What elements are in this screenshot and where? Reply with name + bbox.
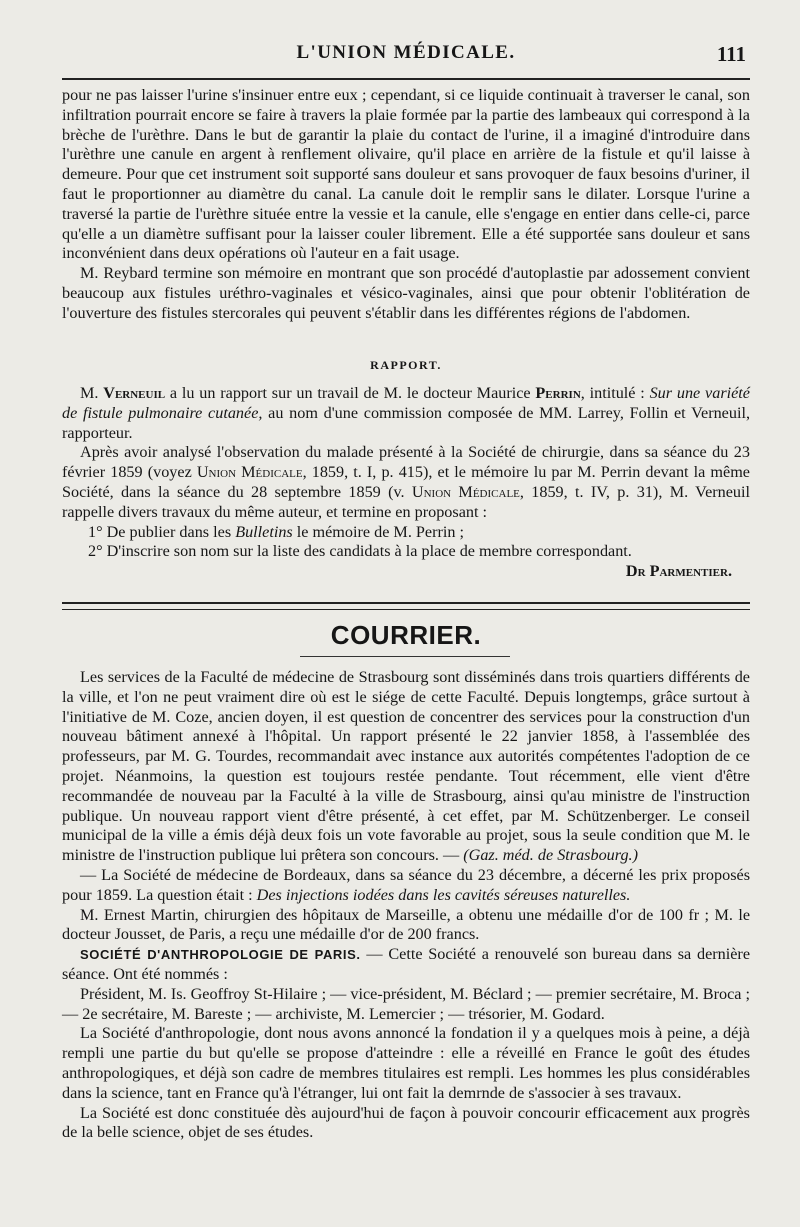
paragraph: [62, 866, 750, 906]
author-name: Verneuil: [103, 384, 166, 402]
paragraph: La Société d'anthropologie, dont nous avons annoncé la fondation il y a quelques mois à peine, a déjà rempli une partie du but qu'elle se propose d'atteindre : elle a réveillé en France le goût des études anthropologiques, et déjà son cadre de membres titulaires est rempli. Les hommes les plus considérables dans la science, tant en France qu'à l'étranger, lui ont fait la demrnde de s'associer à ses travaux.: [62, 1024, 750, 1102]
prize-question: Des injections iodées dans les cavités séreuses naturelles.: [256, 885, 631, 904]
signature: Dr Parmentier.: [625, 562, 732, 581]
work-title: Sur une variété de fistule pulmonaire cutanée,: [62, 384, 750, 422]
journal-ref: Union Médicale: [411, 482, 520, 501]
paragraph: M. Reybard termine son mémoire en montrant que son procédé d'autoplastie par adossement convient beaucoup aux fistules uréthro-vaginales et vésico-vaginales, ainsi que pour obtenir l'oblitération de l'ouverture des fistules stercorales qui peuvent s'établir dans les différentes régions de l'abdomen.: [62, 264, 750, 322]
text: — Cette Société a renouvelé son bureau dans sa dernière séance. Ont été nommés :: [62, 945, 751, 983]
paragraph: [62, 945, 750, 985]
paragraph: [62, 668, 750, 866]
journal-title: L'UNION MÉDICALE.: [296, 42, 516, 63]
society-name: SOCIÉTÉ D'ANTHROPOLOGIE DE PARIS.: [80, 947, 361, 963]
text: le mémoire de M. Perrin ;: [292, 522, 465, 541]
courrier-rule: [300, 656, 510, 657]
section-continuation: [62, 86, 750, 324]
rapport-heading: RAPPORT.: [370, 358, 442, 372]
text: , intitulé :: [580, 384, 650, 402]
courrier-body: [62, 668, 750, 1143]
text: 1° De publier dans les: [88, 522, 236, 541]
rapport-body: [62, 384, 750, 582]
journal-ref: Union Médicale: [196, 463, 303, 482]
source-citation: (Gaz. méd. de Strasbourg.): [463, 846, 638, 865]
text: , 1859, t. IV, p. 31), M. Verneuil rappelle divers travaux du même auteur, et termine en proposant :: [62, 482, 751, 521]
paragraph: pour ne pas laisser l'urine s'insinuer entre eux ; cependant, si ce liquide continuait à traverser le canal, son infiltration pourrait encore se faire à travers la plaie formée par la partie des lambeaux qui correspond à la brèche de l'urèthre. Dans le but de garantir la plaie du contact de l'urine, il a imaginé d'introduire dans l'urèthre une canule en argent à renflement olivaire, qu'il place en arrière de la fistule et qu'il laisse à demeure. Pour que cet instrument soit supporté sans douleur et sans provoquer de faux besoins d'uriner, il faut le proportionner au diamètre du canal. La canule doit le remplir sans le dilater. Lorsque l'urine a traversé la partie de l'urèthre située entre la vessie et la canule, elle s'engage en entier dans celle-ci, parce qu'elle a un diamètre suffisant pour la laisser couler librement. Elle a été supportée sans douleur et sans inconvénient dans deux opérations où l'auteur en a fait usage.: [62, 86, 750, 263]
text: M.: [80, 384, 104, 402]
paragraph: M. Ernest Martin, chirurgien des hôpitaux de Marseille, a obtenu une médaille d'or de 100 fr ; M. le docteur Jousset, de Paris, a reçu une médaille d'or de 200 francs.: [62, 905, 750, 944]
text: a lu un rapport sur un travail de M. le docteur Maurice: [165, 384, 536, 402]
text: , 1859, t. I, p. 415), et le mémoire lu par M. Perrin devant la même Société, dans la séance du 28 septembre 1859 (v.: [62, 463, 750, 501]
list-item: 2° D'inscrire son nom sur la liste des candidats à la place de membre correspondant.: [88, 542, 632, 561]
page-header: [62, 42, 750, 72]
paragraph: [62, 384, 750, 443]
paragraph: Président, M. Is. Geoffroy St-Hilaire ; — vice-président, M. Béclard ; — premier secrétaire, M. Broca ; — 2e secrétaire, M. Bareste ; — archiviste, M. Lemercier ; — trésorier, M. Godard.: [62, 984, 750, 1023]
text: Les services de la Faculté de médecine de Strasbourg sont disséminés dans trois quartiers différents de la ville, et l'on ne peut vraiment dire où est le siége de cette Faculté. Depuis longtemps, grâce surtout à l'initiative de M. Coze, ancien doyen, il est question de concentrer des services pour la construction d'un nouveau bâtiment annexé à l'hôpital. Un rapport présenté le 22 janvier 1858, à l'assemblée des professeurs, par M. G. Tourdes, recommandait avec instance aux autorités compétentes l'adoption de ce projet. Néanmoins, la question est toujours restée pendante. Tout récemment, elle vient d'être recommandée de nouveau par la Faculté à la ville de Strasbourg, ainsi qu'au ministre de l'instruction publique. Un nouveau rapport vient d'être présenté, à cet effet, par M. Schützenberger. Le conseil municipal de la ville a émis déjà deux fois un vote favorable au projet, sous la seule condition que M. le ministre de l'instruction publique lui prêtera son concours. —: [62, 668, 750, 865]
page-number: 111: [716, 42, 746, 66]
author-name: Perrin: [535, 384, 581, 402]
text: — La Société de médecine de Bordeaux, dans sa séance du 23 décembre, a décerné les prix proposés pour 1859. La question était :: [62, 865, 750, 904]
section-divider: [62, 602, 750, 610]
emphasis: Bulletins: [235, 522, 293, 541]
courrier-heading: COURRIER.: [330, 620, 482, 650]
list-item: [62, 523, 750, 543]
text: Après avoir analysé l'observation du malade présenté à la Société de chirurgie, dans sa séance du 23 février 1859 (voyez: [62, 443, 750, 482]
header-rule: [62, 78, 750, 80]
courrier-header: [62, 620, 750, 660]
text: au nom d'une commission composée de MM. Larrey, Follin et Verneuil, rapporteur.: [62, 403, 750, 442]
paragraph: La Société est donc constituée dès aujourd'hui de façon à pouvoir concourir efficacement aux progrès de la belle science, objet de ses études.: [62, 1103, 750, 1142]
paragraph: [62, 443, 750, 522]
